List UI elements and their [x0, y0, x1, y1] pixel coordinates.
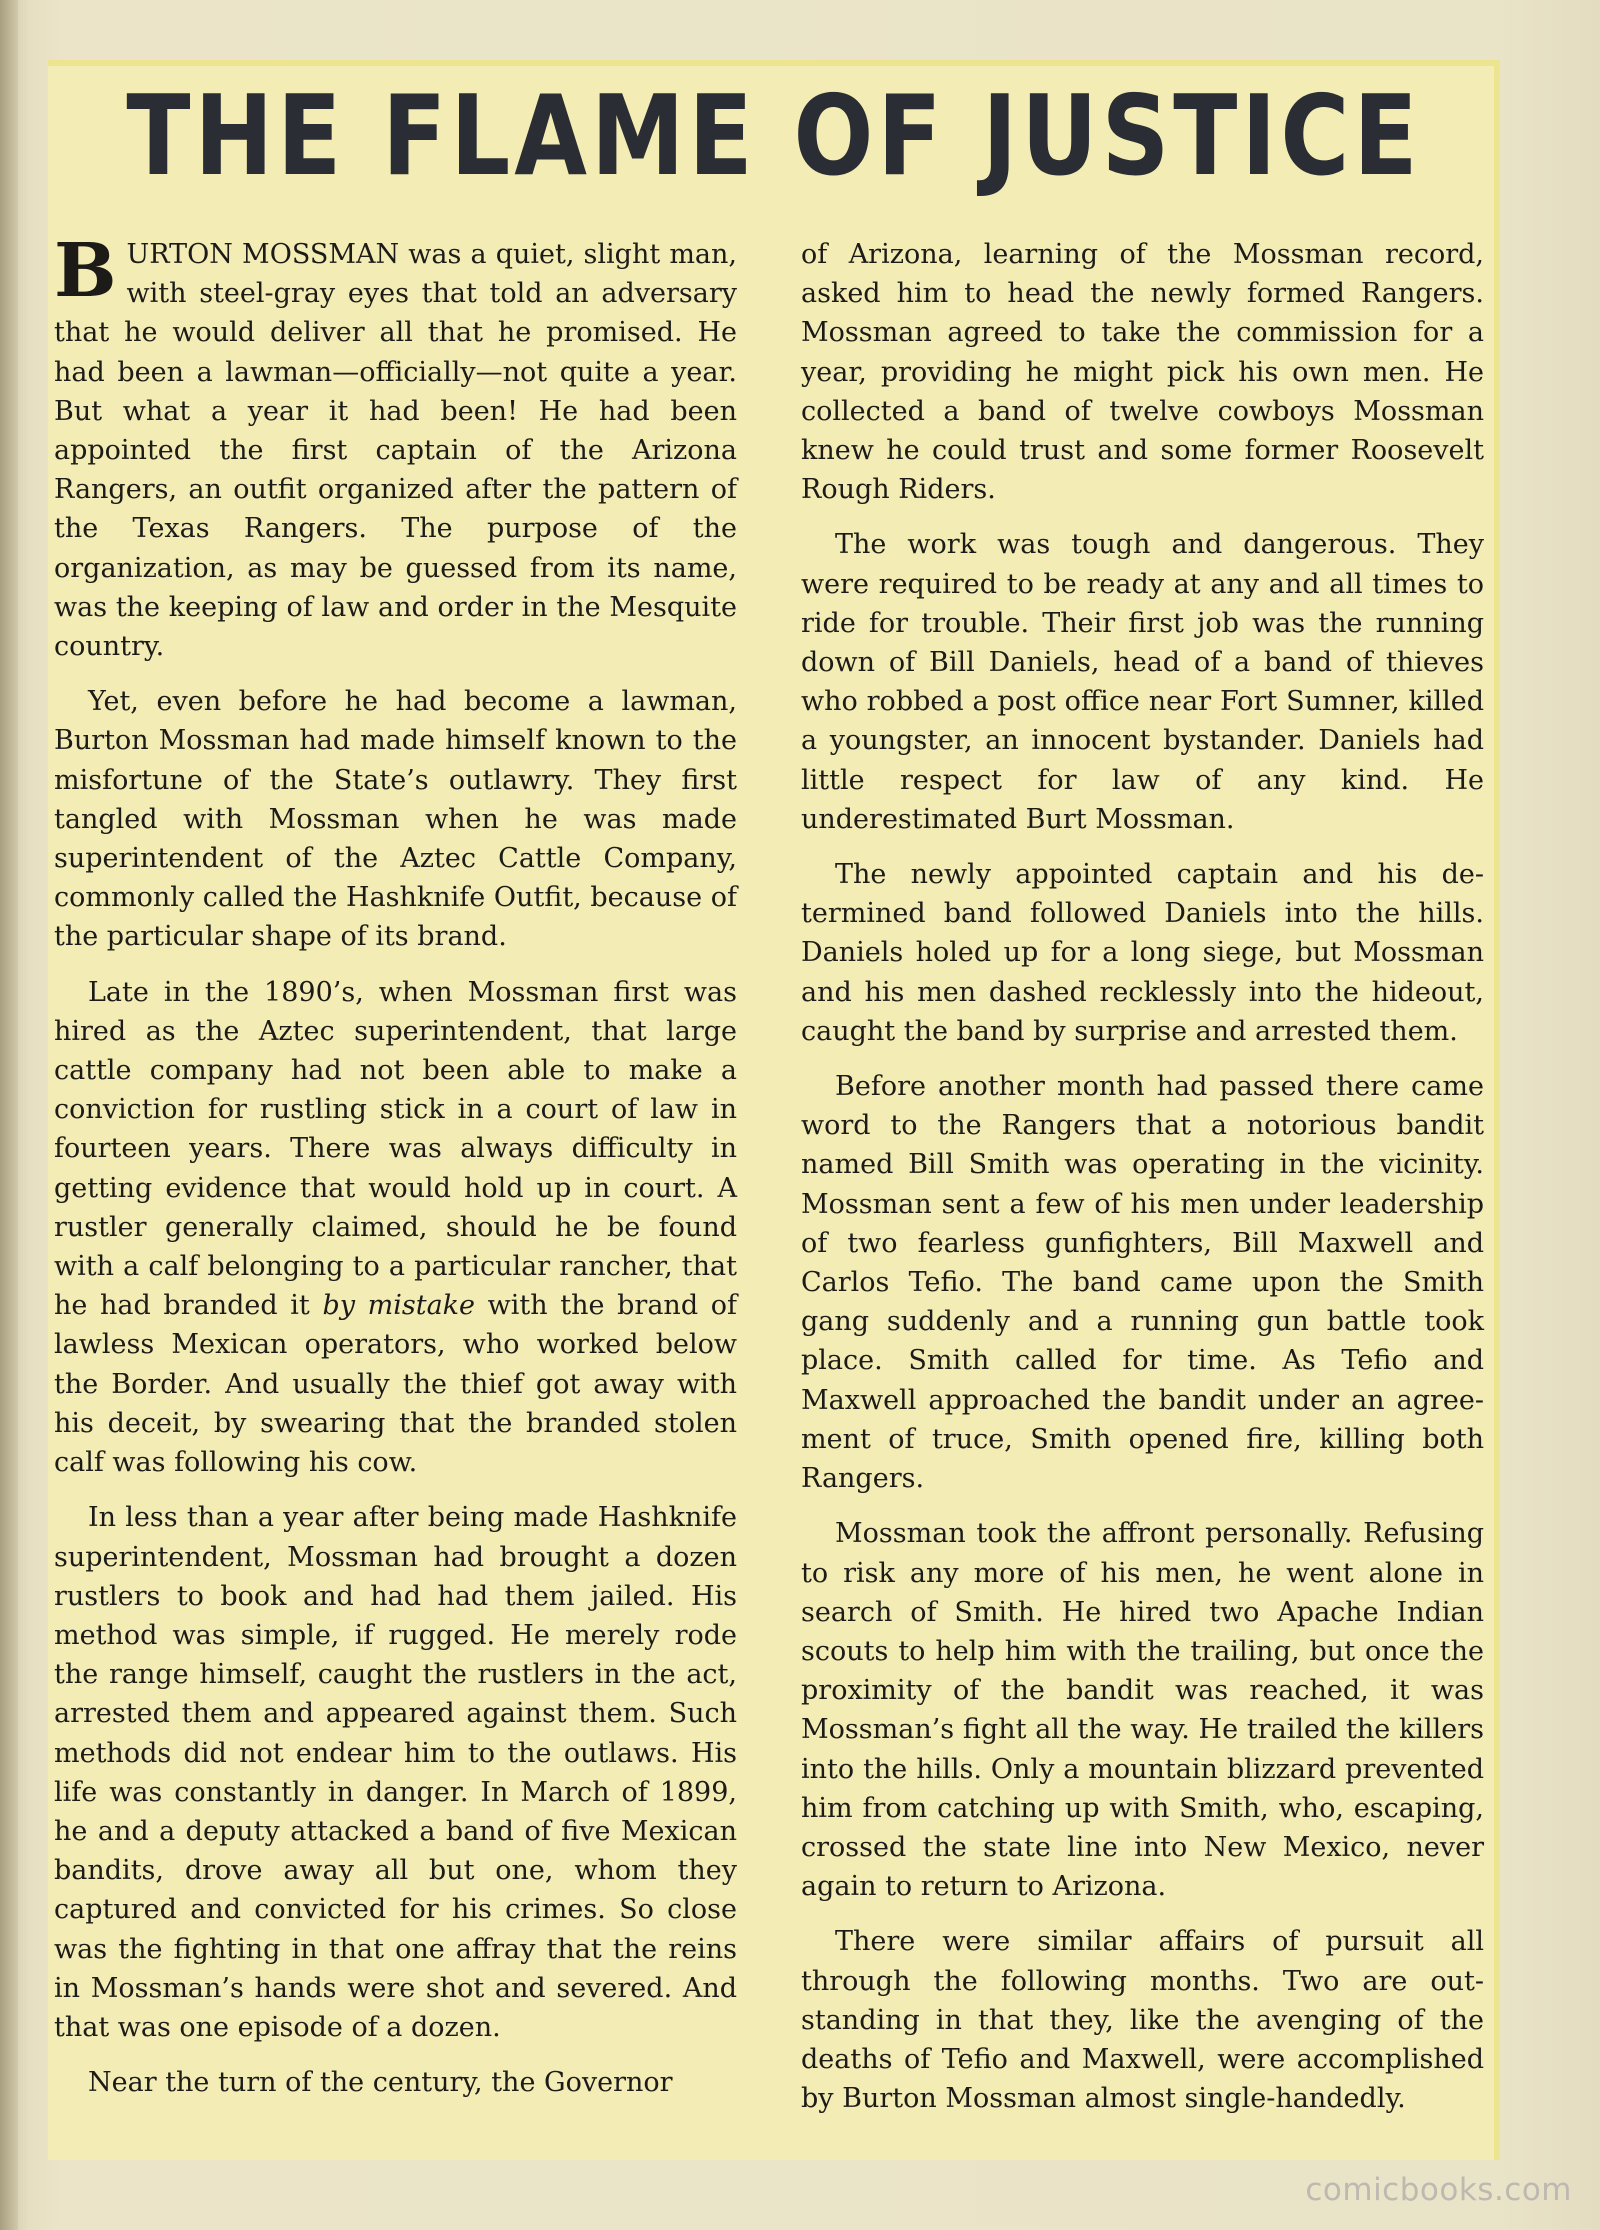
- paragraph-3-italic: by mistake: [322, 1290, 475, 1322]
- paragraph-1: [54, 228, 738, 666]
- paragraph-9: Mossman took the affront personally. Refusing to risk any more of his men, he went alone in search of Smith. He hired two Apache Indian scouts to help him with the trailing, but once the proximity of the bandit was reached, it was Mossman’s fight all the way. He trailed the killers into the hills. Only a mountain blizzard prevented him from catching up with Smith, who, escaping, crossed the state line into New Mexico, never again to return to Arizona.: [801, 1518, 1484, 1903]
- paragraph-1-text: was a quiet, slight man, with steel-gray eyes that told an adversary that he would deliver all that he promised. He had been a lawman—officially—not quite a year. But what a year it had been! He had been appointed the first captain of the Arizona Rangers, an outfit organized after the pattern of the Texas Rangers. The purpose of the organization, as may be guessed from its name, was the keeping of law and order in the Mesquite country.: [54, 239, 738, 663]
- right-column: [801, 235, 1484, 2134]
- drop-cap: B: [54, 228, 117, 314]
- paragraph-3-text-a: Late in the 1890’s, when Mossman first was hired as the Aztec superintendent, that large cattle company had not been able to make a conviction for rustling stick in a court of law in fourteen years. There was always difficulty in getting evidence that would hold up in court. A rustler generally claimed, should he be found with a calf belonging to a particular rancher, that he had branded it: [54, 976, 737, 1322]
- paragraph-3-text-b: with the brand of lawless Mexican operators, who worked below the Border. And usually the thief got away with his deceit, by swearing that the branded stolen calf was following his cow.: [54, 1290, 737, 1479]
- paragraph-3: [54, 973, 737, 1483]
- left-column: [54, 228, 738, 2118]
- paragraph-7: The newly appointed captain and his determined band followed Daniels into the hills. Daniels holed up for a long siege, but Mossman and his men dashed recklessly into the hideout, caught the band by surprise and arrested them.: [801, 859, 1484, 1047]
- paragraph-6: The work was tough and dangerous. They were required to be ready at any and all times to ride for trouble. Their first job was the running down of Bill Daniels, head of a band of thieves who robbed a post office near Fort Sumner, killed a youngster, an innocent bystander. Daniels had little respect for law of any kind. He underestimated Burt Mossman.: [801, 529, 1484, 835]
- paragraph-5-continued: of Arizona, learning of the Mossman record, asked him to head the newly formed Rangers. Mossman agreed to take the commission for a year, providing he might pick his own men. He collected a band of twelve cowboys Mossman knew he could trust and some former Roosevelt Rough Riders.: [801, 239, 1484, 506]
- paragraph-10: There were similar affairs of pursuit all through the following months. Two are outstanding in that they, like the avenging of the deaths of Tefio and Maxwell, were accomplished by Burton Mossman almost single-handedly.: [801, 1926, 1484, 2115]
- lead-in-words: URTON MOSSMAN: [126, 239, 400, 270]
- paragraph-2: Yet, even before he had become a lawman, Burton Mossman had made himself known to the misfortune of the State’s outlawry. They first tangled with Mossman when he was made superintendent of the Aztec Cattle Company, commonly called the Hashknife Outfit, because of the particular shape of its brand.: [54, 686, 737, 953]
- page-binding-edge: [0, 0, 18, 2230]
- paragraph-8: Before another month had passed there came word to the Rangers that a notorious bandit named Bill Smith was operating in the vicinity. Mossman sent a few of his men under leadership of two fearless gunfighters, Bill Maxwell and Carlos Tefio. The band came upon the Smith gang suddenly and a running gun battle took place. Smith called for time. As Tefio and Maxwell approached the bandit under an agreement of truce, Smith opened fire, killing both Rangers.: [801, 1071, 1484, 1495]
- paragraph-5-start: Near the turn of the century, the Governor: [88, 2067, 673, 2099]
- article-title: THE FLAME OF JUSTICE: [126, 72, 1422, 202]
- paragraph-4: In less than a year after being made Hashknife superintendent, Mossman had brought a dozen rustlers to book and had had them jailed. His method was simple, if rugged. He merely rode the range himself, caught the rustlers in the act, arrested them and appeared against them. Such methods did not endear him to the outlaws. His life was constantly in danger. In March of 1899, he and a deputy attacked a band of five Mexican bandits, drove away all but one, whom they captured and convicted for his crimes. So close was the fighting in that one affray that the reins in Mossman’s hands were shot and severed. And that was one episode of a dozen.: [54, 1502, 737, 2043]
- site-watermark: comicbooks.com: [1305, 2172, 1572, 2208]
